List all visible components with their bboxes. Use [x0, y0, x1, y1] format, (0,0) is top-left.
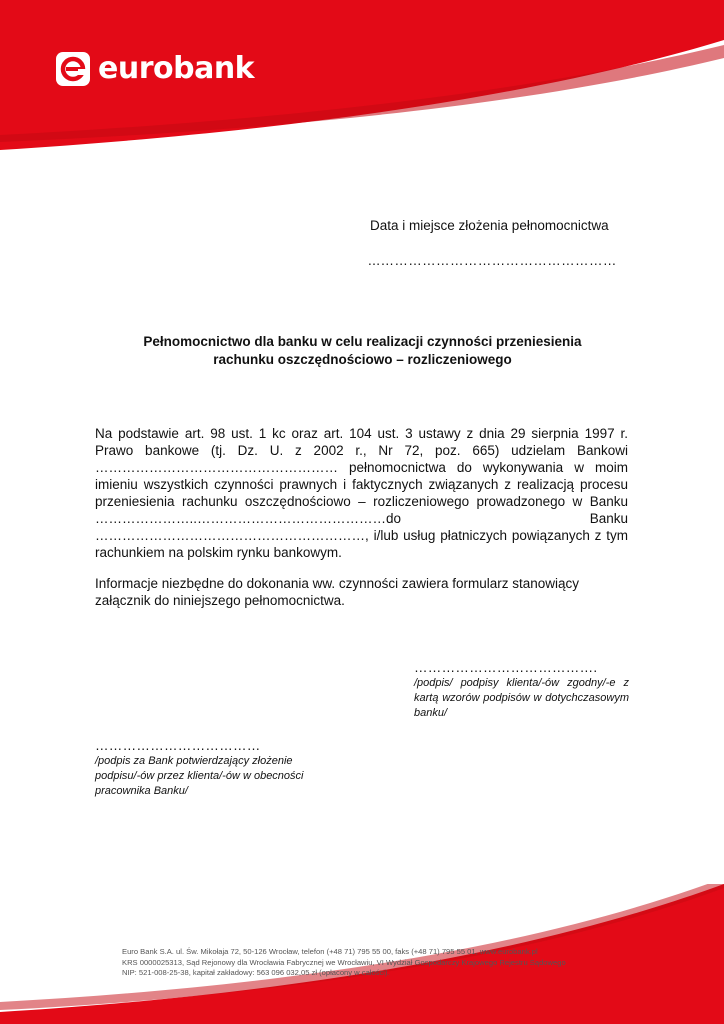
footer-line-2: KRS 0000025313, Sąd Rejonowy dla Wrocławia Fabrycznej we Wrocławiu, VI Wydział Gospodarczy Krajowego Rejestru Sądowego — [122, 957, 566, 967]
eurobank-e-logo-icon — [56, 52, 90, 86]
footer-line-1: Euro Bank S.A. ul. Św. Mikołaja 72, 50-126 Wrocław, telefon (+48 71) 795 55 00, faks (+48 71) 795 55 01, www.eurobank.pl — [122, 947, 538, 956]
paragraph-text: Na podstawie art. 98 ust. 1 kc oraz art. 104 ust. 3 ustawy z dnia 29 sierpnia 1997 r. Prawo bankowe (tj. Dz. U. z 2002 r., Nr 72, poz. 665) udzielam Bankowi ……………………………………………… pełnomocnictwa do wykonywania w moim imieniu wszystkich czynności prawnych i faktycznych związanych z realizacją procesu przeniesienia rachunku oszczędnościowo – rozliczeniowego prowadzonego w Banku …………………..……………………………………do Banku ……………………………………………………, i/lub usług płatniczych powiązanych z tym rachunkiem na polskim rynku bankowym. — [95, 426, 628, 560]
body-paragraph-1 — [95, 425, 628, 561]
title-line-2: rachunku oszczędnościowo – rozliczeniowego — [213, 352, 512, 367]
body-paragraph-2: Informacje niezbędne do dokonania ww. czynności zawiera formularz stanowiący załącznik do niniejszego pełnomocnictwa. — [95, 576, 579, 608]
client-signature-line: …………………………………. — [414, 660, 598, 675]
footer-line-3: NIP: 521-008-25-38, kapitał zakładowy: 563 096 032,05 zł (opłacony w całości). — [122, 968, 390, 977]
document-title — [95, 333, 630, 369]
bank-signature-caption: /podpis za Bank potwierdzający złożenie podpisu/-ów przez klienta/-ów w obecności pracownika Banku/ — [95, 755, 304, 797]
eurobank-logo — [56, 52, 254, 86]
bank-signature-line: ……………………………… — [95, 738, 261, 753]
bank-signature-block — [95, 737, 335, 799]
footer-company-info — [122, 947, 602, 979]
client-signature-caption: /podpis/ podpisy klienta/-ów zgodny/-e z kartą wzorów podpisów w dotychczasowym banku/ — [414, 677, 629, 719]
brand-name: eurobank — [98, 51, 255, 86]
date-place-label: Data i miejsce złożenia pełnomocnictwa — [370, 218, 609, 233]
client-signature-block — [414, 659, 629, 721]
date-place-field: ...…………………………………………… — [368, 253, 617, 268]
title-line-1: Pełnomocnictwo dla banku w celu realizacji czynności przeniesienia — [143, 334, 582, 349]
